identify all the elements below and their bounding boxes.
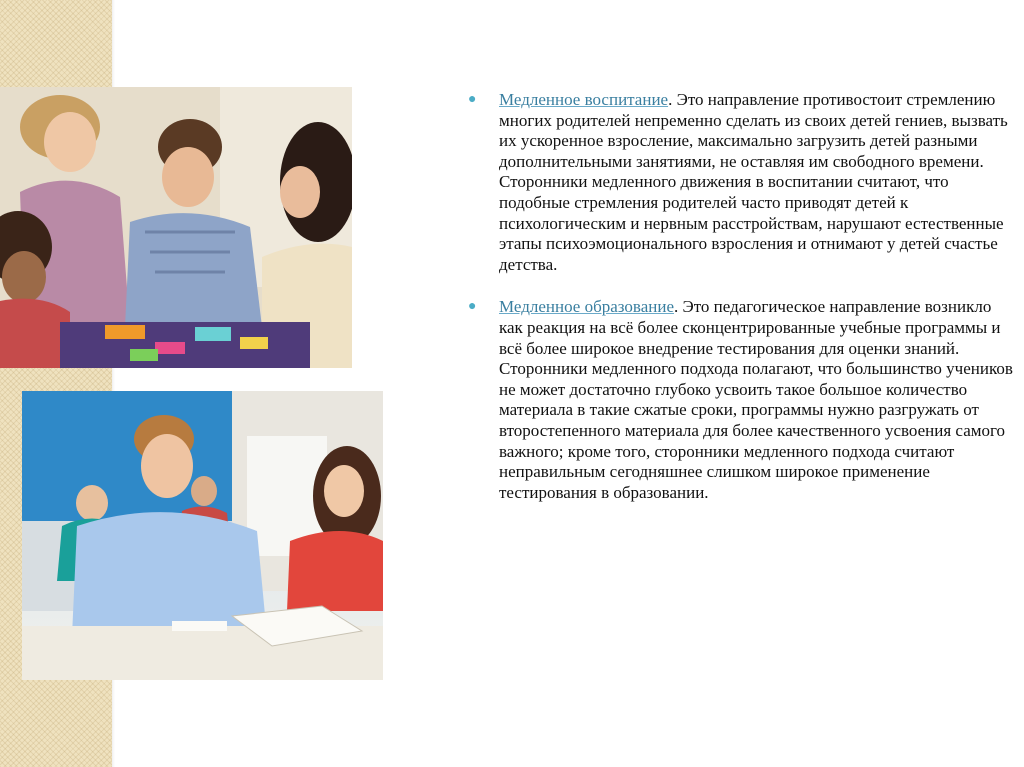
term-link[interactable]: Медленное воспитание [499, 90, 669, 109]
bullet-item-slow-upbringing [468, 90, 1018, 275]
item-text: . Это педагогическое направление возникло как реакция на всё более сконцентрированные учебные программы и всё более широкое внедрение тестирования для оценки знаний. Сторонники медленного подхода полагают, что большинство учеников не может достаточно глубоко усвоить такое большое количество материала в такие сжатые сроки, программы нужно разгружать от второстепенного материала для более качественного усвоения самого важного; кроме того, сторонники медленного подхода считают неправильным сегодняшнее слишком широкое применение тестирования в образовании. [499, 297, 1013, 502]
bullet-icon: ● [468, 299, 477, 315]
bullet-icon: ● [468, 92, 477, 107]
bullet-item-slow-education [468, 297, 1018, 503]
text-content [468, 90, 1018, 503]
item-text: . Это направление противостоит стремлению многих родителей непременно сделать из своих детей гениев, вызвать их ускоренное взросление, максимально загрузить детей разными дополнительными занятиями, не оставляя им свободного времени. Сторонники медленного движения в воспитании считают, что подобные стремления родителей часто приводят детей к психологическим и нервным расстройствам, нарушают естественные этапы психоэмоционального взросления и отнимают у детей счастье детства. [499, 90, 1008, 274]
photo-children-illustration [0, 87, 352, 368]
photo-students-illustration [22, 391, 383, 680]
term-link[interactable]: Медленное образование [499, 297, 674, 317]
photo-children-learning [0, 87, 352, 368]
photo-students-classroom [22, 391, 383, 680]
